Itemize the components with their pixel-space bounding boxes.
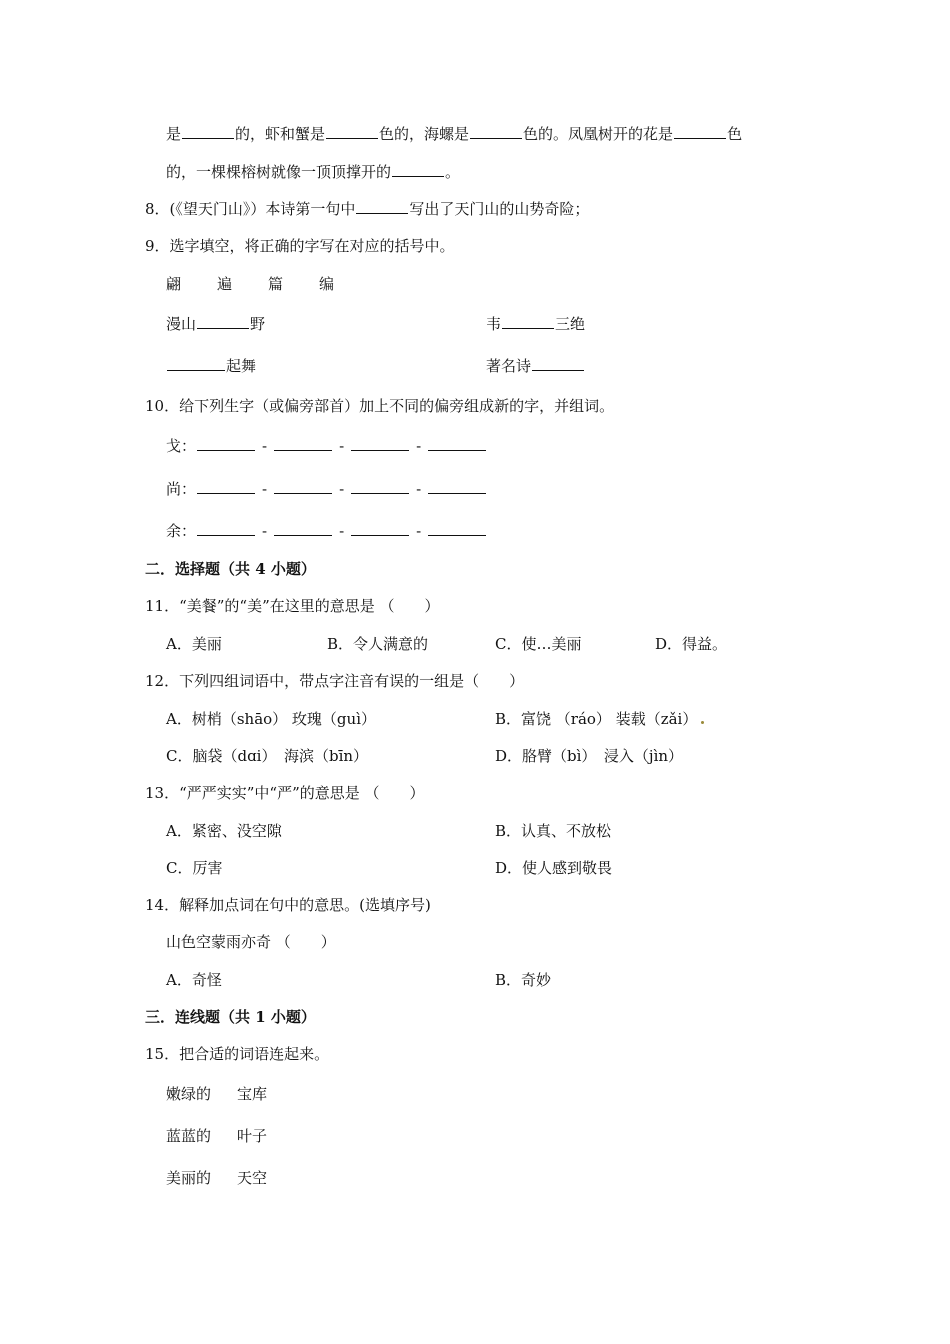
blank[interactable] [356, 199, 408, 214]
q12-stem: 12．下列四组词语中，带点字注音有误的一组是（ ） [145, 672, 525, 690]
q10-row: 尚： - - - [166, 479, 487, 499]
q14-sentence: 山色空蒙雨亦奇 （ ） [166, 933, 336, 951]
blank[interactable] [197, 521, 255, 536]
q10-stem: 10．给下列生字（或偏旁部首）加上不同的偏旁组成新的字，并组词。 [145, 397, 615, 415]
match-left[interactable]: 蓝蓝的 [166, 1127, 212, 1145]
option[interactable]: C．使…美丽 [495, 635, 582, 653]
q15-stem: 15．把合适的词语连起来。 [145, 1045, 330, 1063]
match-right[interactable]: 天空 [237, 1169, 268, 1187]
blank[interactable] [167, 356, 225, 371]
blank[interactable] [428, 436, 486, 451]
blank[interactable] [274, 479, 332, 494]
option[interactable]: D．使人感到敬畏 [495, 859, 613, 877]
q9-char-options [166, 274, 334, 294]
option[interactable]: B．令人满意的 [327, 635, 429, 653]
option[interactable]: A．奇怪 [166, 971, 222, 989]
match-right[interactable]: 叶子 [237, 1127, 268, 1145]
blank[interactable] [502, 314, 554, 329]
blank[interactable] [274, 521, 332, 536]
q9-item: 漫山 野 [166, 315, 266, 333]
q9-item: 著名诗 [486, 356, 585, 376]
q9-stem: 9．选字填空，将正确的字写在对应的括号中。 [145, 237, 455, 255]
q11-stem: 11．“美餐”的“美”在这里的意思是 （ ） [145, 597, 440, 615]
blank[interactable] [351, 436, 409, 451]
q10-row: 余： - - - [166, 521, 487, 541]
q10-row: 戈： - - - [166, 436, 487, 456]
blank[interactable] [351, 479, 409, 494]
q14-stem: 14．解释加点词在句中的意思。(选填序号) [145, 896, 431, 914]
blank[interactable] [182, 124, 234, 139]
option[interactable]: B．富饶 （ráo） 装载（zǎi） [495, 709, 704, 729]
option[interactable]: D．胳臂（bì） 浸入（jìn） [495, 747, 684, 765]
match-left[interactable]: 美丽的 [166, 1169, 212, 1187]
option[interactable]: A．美丽 [166, 635, 222, 653]
q7-line2: 的，一棵棵榕树就像一顶顶撑开的 。 [166, 163, 461, 181]
option[interactable]: B．认真、不放松 [495, 822, 612, 840]
char-option: 篇 [268, 275, 284, 293]
option[interactable]: C．脑袋（dɑi） 海滨（bīn） [166, 747, 369, 765]
option[interactable]: D．得益。 [655, 635, 728, 653]
option[interactable]: A．树梢（shāo） 玫瑰（guì） [166, 710, 376, 728]
match-left[interactable]: 嫩绿的 [166, 1085, 212, 1103]
q9-item: 起舞 [166, 356, 256, 376]
dot-mark [701, 721, 704, 724]
blank[interactable] [197, 479, 255, 494]
blank[interactable] [428, 479, 486, 494]
option[interactable]: B．奇妙 [495, 971, 552, 989]
blank[interactable] [674, 124, 726, 139]
q13-stem: 13．“严严实实”中“严”的意思是 （ ） [145, 784, 425, 802]
q9-item: 韦 三绝 [486, 315, 586, 333]
option[interactable]: A．紧密、没空隙 [166, 822, 282, 840]
blank[interactable] [197, 436, 255, 451]
blank[interactable] [274, 436, 332, 451]
blank[interactable] [532, 356, 584, 371]
blank[interactable] [326, 124, 378, 139]
section-heading: 二．选择题（共 4 小题） [145, 560, 316, 578]
char-option: 翩 [166, 275, 182, 293]
option[interactable]: C．厉害 [166, 859, 223, 877]
q7-line1: 是 的，虾和蟹是 色的，海螺是 色的。凤凰树开的花是 色 [166, 125, 743, 143]
blank[interactable] [351, 521, 409, 536]
blank[interactable] [428, 521, 486, 536]
q8: 8．(《望天门山》）本诗第一句中 写出了天门山的山势奇险； [145, 200, 590, 218]
char-option: 遍 [217, 275, 233, 293]
section-heading: 三．连线题（共 1 小题） [145, 1008, 316, 1026]
match-right[interactable]: 宝库 [237, 1085, 268, 1103]
blank[interactable] [197, 314, 249, 329]
blank[interactable] [470, 124, 522, 139]
blank[interactable] [392, 162, 444, 177]
char-option: 编 [319, 275, 335, 293]
